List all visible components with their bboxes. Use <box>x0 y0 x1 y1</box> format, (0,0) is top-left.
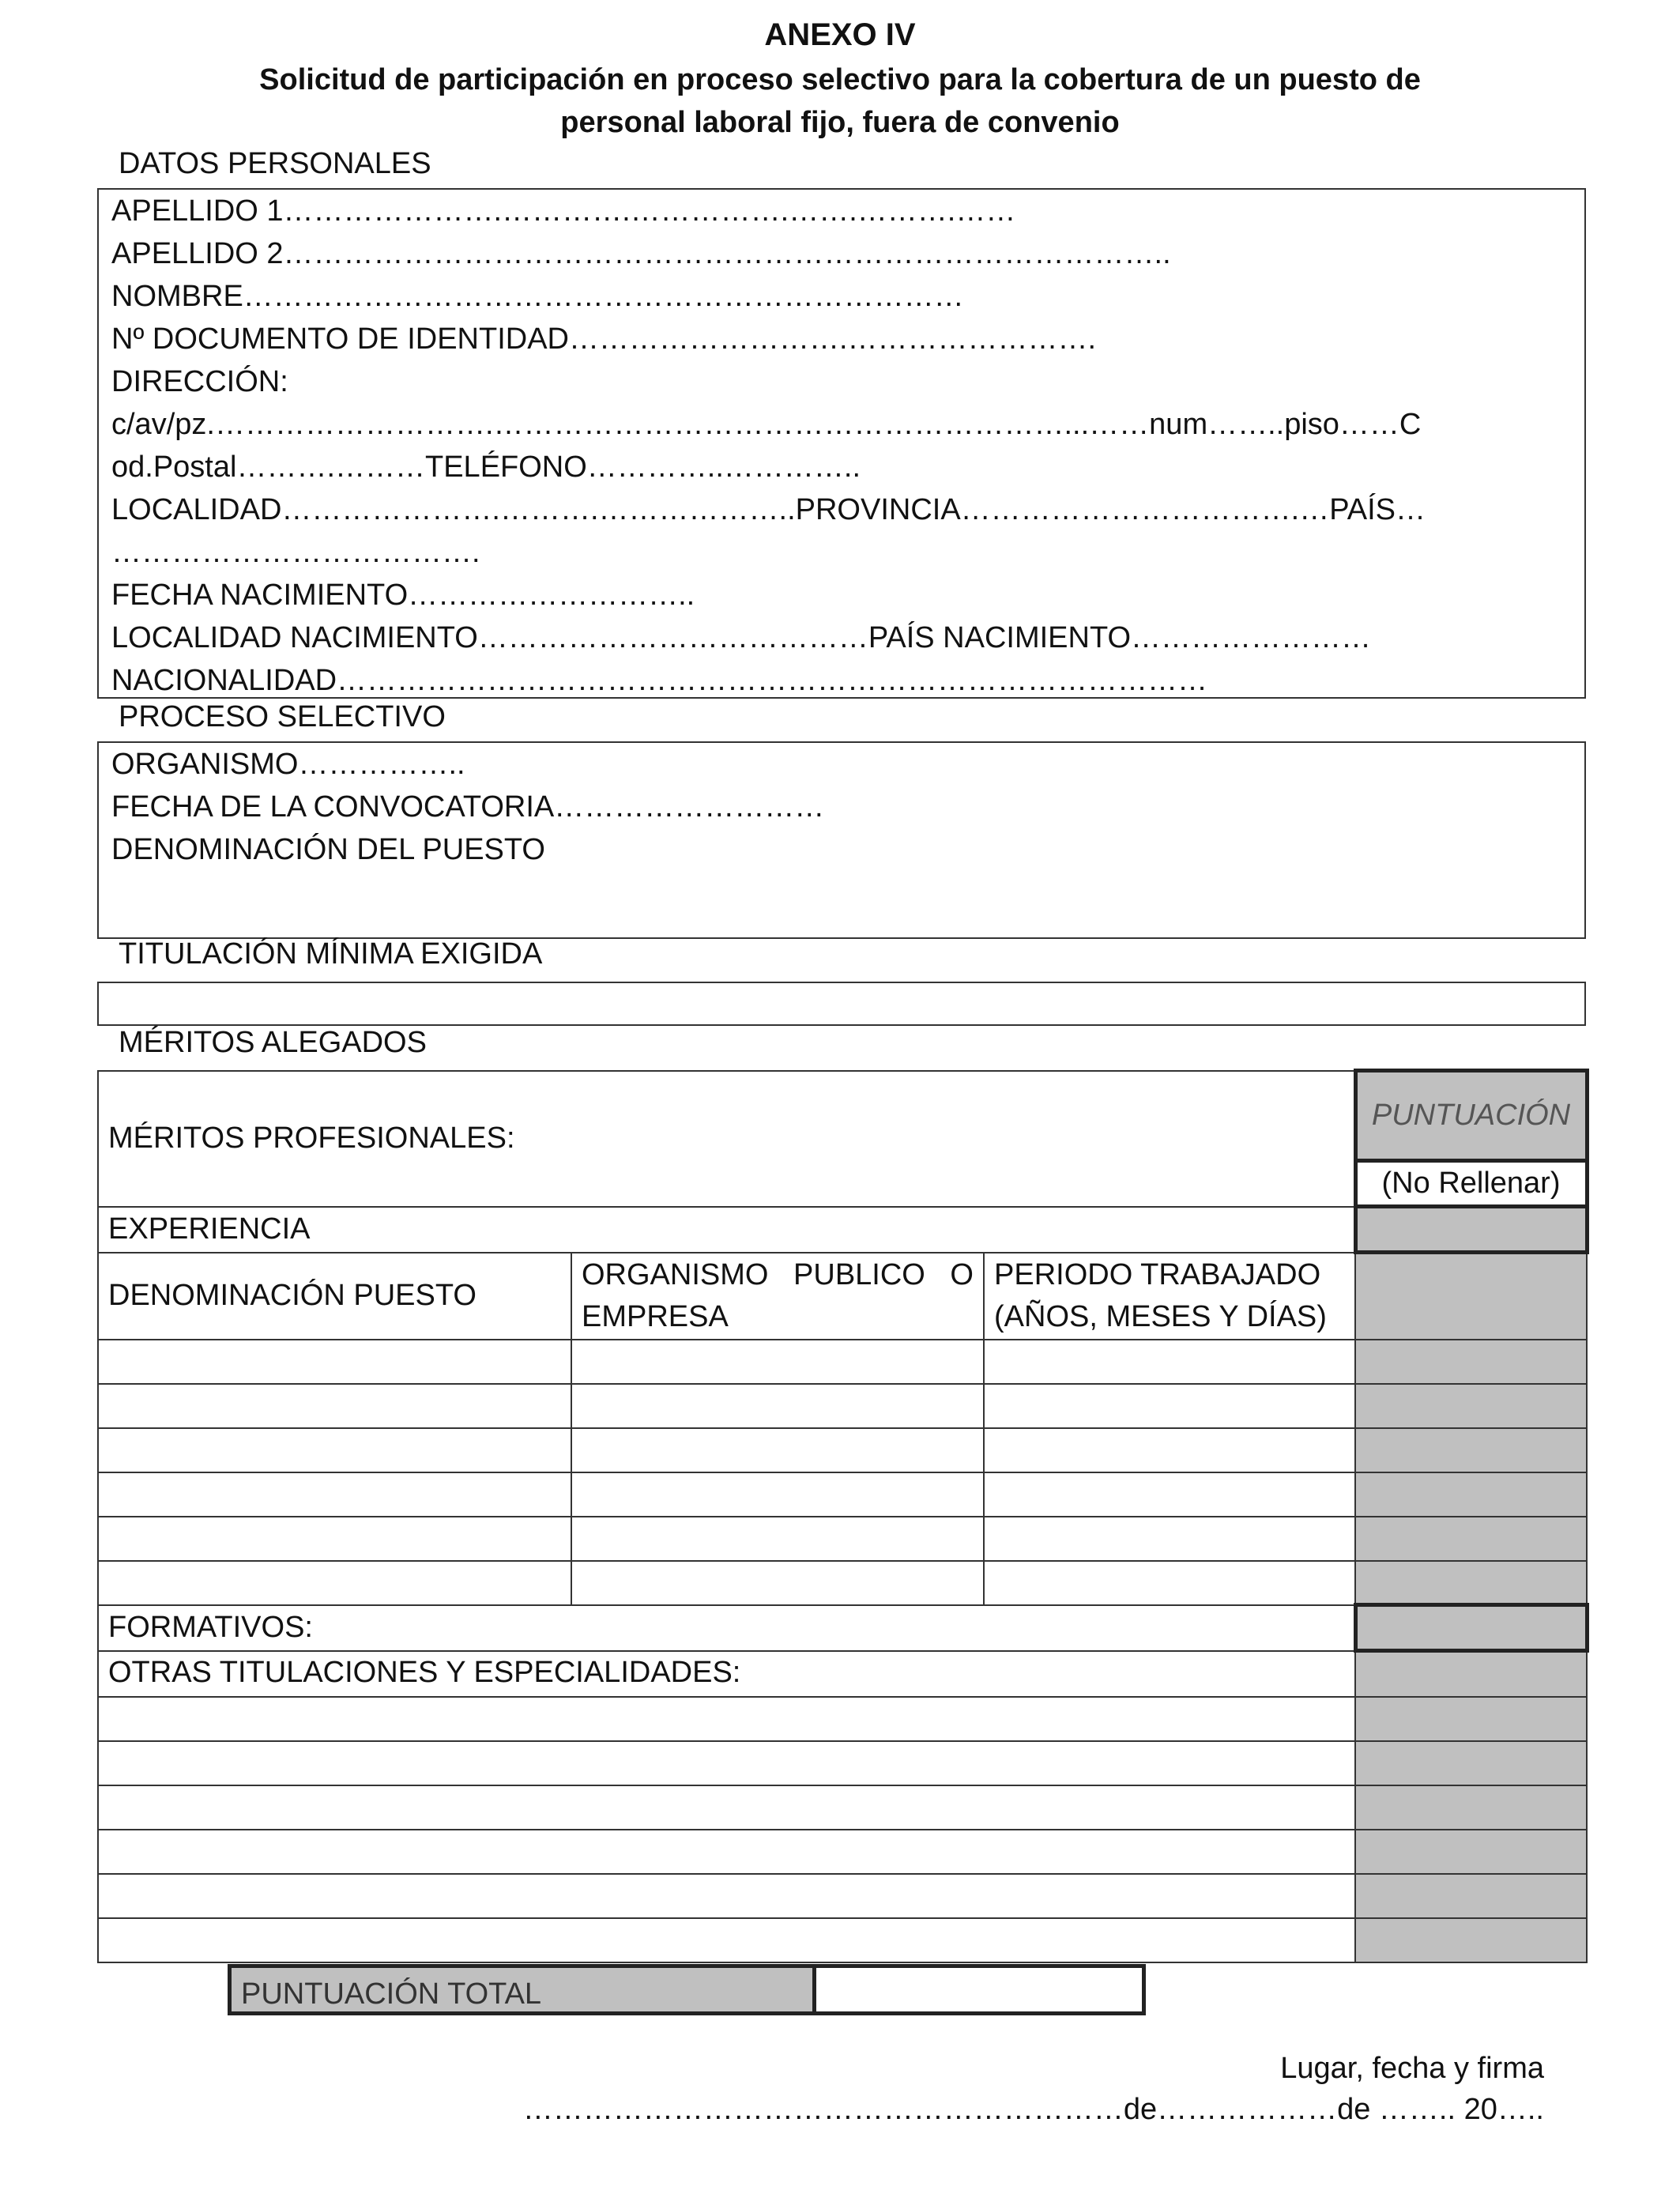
score-cell <box>1355 1741 1587 1785</box>
score-cell <box>1355 1428 1587 1472</box>
organism-field[interactable]: ORGANISMO…………….. <box>111 748 465 781</box>
score-cell <box>1355 1697 1587 1741</box>
period-input-cell[interactable] <box>984 1472 1355 1517</box>
table-row <box>98 1785 1587 1830</box>
position-name-field[interactable]: DENOMINACIÓN DEL PUESTO <box>111 833 545 866</box>
score-cell <box>1355 1517 1587 1561</box>
score-cell <box>1355 1340 1587 1384</box>
table-row <box>98 1472 1587 1517</box>
table-row <box>98 1561 1587 1605</box>
period-input-cell[interactable] <box>984 1428 1355 1472</box>
organism-input-cell[interactable] <box>571 1517 984 1561</box>
total-score-label: PUNTUACIÓN TOTAL <box>230 1966 815 2014</box>
score-cell <box>1355 1874 1587 1918</box>
qualification-input-cell[interactable] <box>98 1741 1355 1785</box>
process-box <box>97 741 1586 939</box>
period-input-cell[interactable] <box>984 1561 1355 1605</box>
table-row <box>98 1428 1587 1472</box>
organism-column-header: ORGANISMO PUBLICO O EMPRESA <box>571 1253 984 1340</box>
form-title-line-1: Solicitud de participación en proceso selectivo para la cobertura de un puesto de <box>259 63 1421 96</box>
table-row <box>98 1517 1587 1561</box>
qualification-input-cell[interactable] <box>98 1830 1355 1874</box>
process-heading: PROCESO SELECTIVO <box>119 700 446 733</box>
position-column-header: DENOMINACIÓN PUESTO <box>98 1253 571 1340</box>
table-row <box>98 1830 1587 1874</box>
organism-input-cell[interactable] <box>571 1472 984 1517</box>
period-input-cell[interactable] <box>984 1340 1355 1384</box>
locality-province-country-field[interactable]: LOCALIDAD………………….……….………………..PROVINCIA…………………………….…PAÍS… <box>111 493 1426 526</box>
table-row <box>98 1741 1587 1785</box>
signature-date-line[interactable]: ……………………………………………………de………………de …….. 20….. <box>522 2093 1544 2126</box>
experience-label: EXPERIENCIA <box>98 1207 1355 1253</box>
nationality-field[interactable]: NACIONALIDAD…………………………………………………………………………… <box>111 664 1208 697</box>
period-input-cell[interactable] <box>984 1384 1355 1428</box>
annex-title: ANEXO IV <box>764 17 916 52</box>
signature-label: Lugar, fecha y firma <box>1280 2052 1544 2085</box>
qualification-heading: TITULACIÓN MÍNIMA EXIGIDA <box>119 937 543 971</box>
period-column-header: PERIODO TRABAJADO (AÑOS, MESES Y DÍAS) <box>984 1253 1355 1340</box>
table-row <box>98 1605 1587 1651</box>
score-cell <box>1355 1472 1587 1517</box>
table-row <box>98 1071 1587 1161</box>
position-input-cell[interactable] <box>98 1340 571 1384</box>
qualification-input-cell[interactable] <box>98 1874 1355 1918</box>
experience-score-cell <box>1355 1207 1587 1253</box>
postal-phone-field[interactable]: od.Postal……….………TELÉFONO…………..………….. <box>111 450 861 484</box>
personal-data-heading: DATOS PERSONALES <box>119 147 431 180</box>
position-input-cell[interactable] <box>98 1472 571 1517</box>
qualification-input-cell[interactable] <box>98 1697 1355 1741</box>
table-row <box>98 1340 1587 1384</box>
call-date-field[interactable]: FECHA DE LA CONVOCATORIA……………………… <box>111 790 825 824</box>
position-input-cell[interactable] <box>98 1428 571 1472</box>
score-cell <box>1355 1830 1587 1874</box>
personal-data-box <box>97 188 1586 699</box>
do-not-fill-label: (No Rellenar) <box>1355 1161 1587 1207</box>
score-cell <box>1355 1384 1587 1428</box>
training-label: FORMATIVOS: <box>98 1605 1355 1651</box>
country-continuation-field[interactable]: ………………………………. <box>111 536 480 569</box>
total-score-table <box>228 1964 1146 2015</box>
street-field[interactable]: c/av/pz.……………………….…………………………………………………...……num……..piso……C <box>111 408 1422 441</box>
table-row <box>98 1253 1587 1340</box>
total-score-value-cell <box>815 1966 1144 2014</box>
position-input-cell[interactable] <box>98 1561 571 1605</box>
table-row <box>98 1918 1587 1962</box>
organism-input-cell[interactable] <box>571 1340 984 1384</box>
score-cell <box>1355 1785 1587 1830</box>
organism-input-cell[interactable] <box>571 1384 984 1428</box>
surname-2-field[interactable]: APELLIDO 2…………………………………………………………………………….. <box>111 237 1171 270</box>
professional-merits-label: MÉRITOS PROFESIONALES: <box>98 1071 1355 1207</box>
birth-date-field[interactable]: FECHA NACIMIENTO……………………….. <box>111 579 695 612</box>
merits-table <box>97 1069 1589 1963</box>
merits-heading: MÉRITOS ALEGADOS <box>119 1026 427 1059</box>
period-input-cell[interactable] <box>984 1517 1355 1561</box>
training-score-cell <box>1355 1605 1587 1651</box>
table-row <box>98 1651 1587 1697</box>
name-field[interactable]: NOMBRE……………………………………………………………… <box>111 280 964 313</box>
organism-input-cell[interactable] <box>571 1561 984 1605</box>
qualification-input-cell[interactable] <box>98 1785 1355 1830</box>
position-input-cell[interactable] <box>98 1517 571 1561</box>
birth-place-field[interactable]: LOCALIDAD NACIMIENTO…………………………………PAÍS NACIMIENTO…………………… <box>111 621 1372 654</box>
surname-1-field[interactable]: APELLIDO 1………………….………….…………….…….……….…… <box>111 194 1016 228</box>
position-input-cell[interactable] <box>98 1384 571 1428</box>
other-qualifications-label: OTRAS TITULACIONES Y ESPECIALIDADES: <box>98 1651 1355 1697</box>
form-title-line-2: personal laboral fijo, fuera de convenio <box>560 106 1120 139</box>
organism-input-cell[interactable] <box>571 1428 984 1472</box>
table-row <box>98 1207 1587 1253</box>
qualification-input-cell[interactable] <box>98 1918 1355 1962</box>
address-label: DIRECCIÓN: <box>111 365 288 398</box>
score-cell <box>1355 1253 1587 1340</box>
score-cell <box>1355 1918 1587 1962</box>
qualification-field[interactable] <box>97 982 1586 1026</box>
id-document-field[interactable]: Nº DOCUMENTO DE IDENTIDAD……………………….……………………. <box>111 322 1097 356</box>
table-row <box>98 1697 1587 1741</box>
score-cell <box>1355 1561 1587 1605</box>
score-cell <box>1355 1651 1587 1697</box>
table-row <box>98 1874 1587 1918</box>
table-row <box>98 1384 1587 1428</box>
score-header: PUNTUACIÓN <box>1355 1071 1587 1161</box>
